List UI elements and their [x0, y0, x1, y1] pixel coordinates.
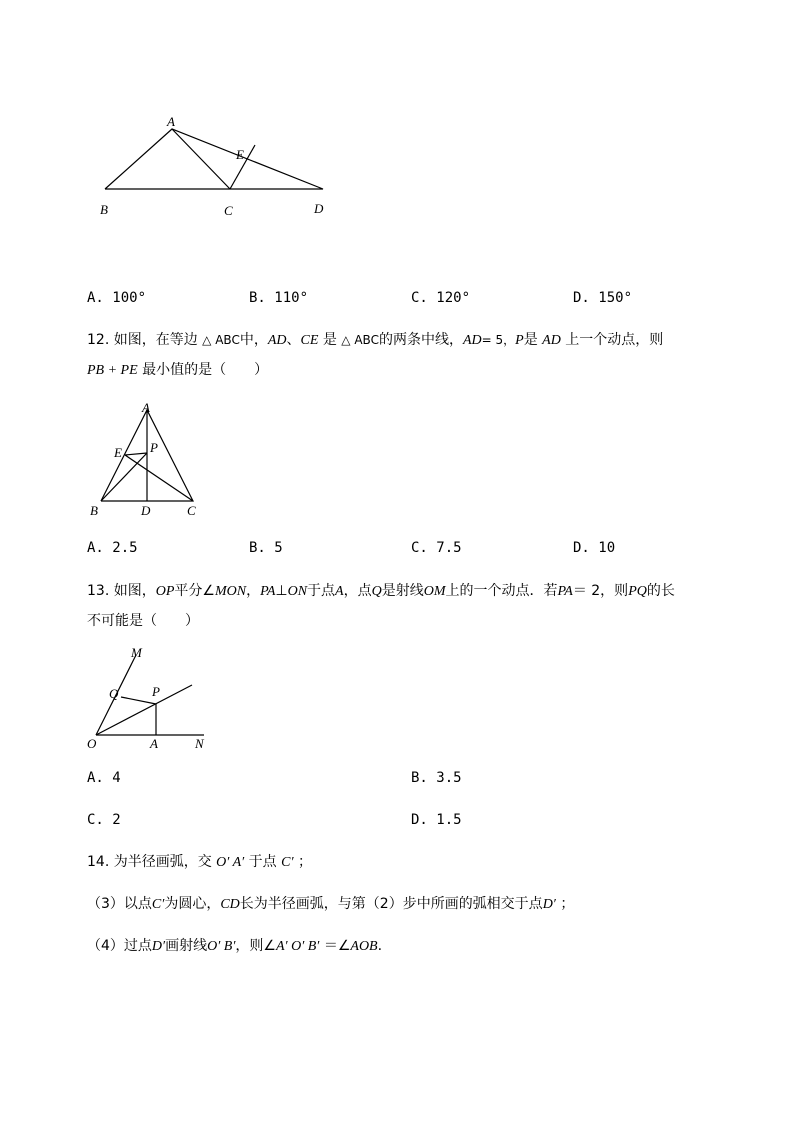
q12-option-a: A. 2.5: [87, 540, 138, 556]
q12-segment-pe: [125, 453, 147, 455]
q13-var-pa: PA: [557, 584, 573, 599]
q12-stem-line2: [87, 361, 268, 380]
q12-text: 的两条中线，: [378, 332, 463, 348]
q12-label-c: C: [187, 503, 196, 518]
q11-option-d: D. 150°: [573, 290, 633, 306]
q12-expression-pb-pe: PB + PE: [87, 363, 138, 378]
q12-stem-line1: [87, 331, 663, 350]
q13-text: 不可能是（ ）: [87, 613, 199, 629]
q12-segment-pb: [101, 453, 147, 501]
q14-text: ＝∠: [319, 938, 351, 954]
q12-number: 12.: [87, 332, 110, 348]
q11-label-e: E: [236, 147, 244, 162]
q11-option-b: B. 110°: [249, 290, 309, 306]
q14-line1: [87, 853, 312, 872]
q13-label-p: P: [152, 684, 160, 699]
q12-median-ce: [125, 455, 193, 501]
q13-option-a: A. 4: [87, 770, 121, 786]
q12-label-p: P: [150, 440, 158, 455]
q12-var-ad: AD: [267, 333, 287, 348]
q14-text: ，则∠: [235, 938, 276, 954]
q12-text: 是: [322, 332, 337, 348]
q14-var-c: C′: [281, 855, 294, 870]
q13-label-o: O: [87, 736, 97, 751]
q14-line3: [87, 937, 382, 956]
q14-var-c: C′: [151, 897, 165, 912]
q14-text: ；: [293, 854, 312, 870]
q14-line2: [87, 895, 574, 914]
q13-text: ，点: [343, 583, 372, 599]
q13-figure: [82, 645, 222, 755]
q14-var-oa: O′ A′: [216, 855, 245, 870]
q14-text: 为圆心，: [164, 896, 221, 912]
q13-text: 平分∠: [174, 583, 215, 599]
q12-var-ce: CE: [300, 333, 319, 348]
q13-option-b: B. 3.5: [411, 770, 462, 786]
q14-text: .: [377, 938, 383, 954]
q14-var-cd: CD: [220, 897, 240, 912]
q12-label-d: D: [141, 503, 151, 518]
q14-text: 画射线: [165, 938, 208, 954]
q13-var-mon: MON: [214, 584, 247, 599]
q14-text: 于点: [244, 854, 277, 870]
q12-label-b: B: [90, 503, 98, 518]
q12-var-ad: AD: [462, 333, 482, 348]
q12-text: 是: [523, 332, 538, 348]
q13-text: 的长: [646, 583, 675, 599]
q13-text: 是射线: [381, 583, 424, 599]
q14-text: （4）过点: [87, 938, 152, 954]
q12-option-c: C. 7.5: [411, 540, 462, 556]
q13-segment-pq: [121, 697, 156, 704]
q13-text: ＝ 2，则: [572, 583, 629, 599]
q13-label-n: N: [195, 736, 204, 751]
q13-var-q: Q: [371, 584, 382, 599]
q14-text: ；: [555, 896, 575, 912]
q13-label-a: A: [150, 736, 158, 751]
q14-text: 长为半径画弧，与第（2）步中所画的弧相交于点: [239, 896, 543, 912]
q13-option-c: C. 2: [87, 812, 121, 828]
q12-text: 如图，在等边: [113, 332, 198, 348]
q13-option-d: D. 1.5: [411, 812, 462, 828]
q14-var-d: D′: [542, 897, 556, 912]
q11-label-c: C: [224, 203, 233, 218]
q11-label-a: A: [167, 114, 175, 129]
q11-label-d: D: [314, 201, 324, 216]
q11-figure: [80, 110, 350, 230]
q13-text: ⊥: [275, 583, 288, 599]
q13-label-m: M: [131, 645, 142, 660]
q14-var-ob: O′ B′: [207, 939, 236, 954]
q12-text: 、: [286, 332, 301, 348]
q13-var-op: OP: [155, 584, 175, 599]
q13-text: ，: [246, 583, 261, 599]
q12-label-a: A: [142, 400, 150, 415]
q11-segment-ac: [172, 129, 230, 189]
q12-label-e: E: [114, 445, 122, 460]
q12-triangle-abc: △ ABC: [202, 333, 240, 347]
q12-text: 上一个动点，则: [565, 332, 664, 348]
q12-var-ad: AD: [542, 333, 561, 348]
q13-var-a: A: [335, 584, 344, 599]
q14-text: 14. 为半径画弧，交: [87, 854, 212, 870]
q13-text: 上的一个动点．若: [445, 583, 558, 599]
q13-stem-line2: [87, 612, 199, 630]
q13-text: 如图，: [113, 583, 156, 599]
q11-label-b: B: [100, 202, 108, 217]
q12-var-p: P: [515, 333, 524, 348]
q11-option-a: A. 100°: [87, 290, 147, 306]
q14-var-d: D′: [151, 939, 166, 954]
q12-option-d: D. 10: [573, 540, 616, 556]
q12-triangle-abc: △ ABC: [341, 333, 379, 347]
q13-stem-line1: [87, 582, 675, 601]
q14-var-angle-aob: AOB: [350, 939, 378, 954]
q12-text: = 5，: [481, 333, 516, 347]
q13-label-q: Q: [109, 686, 119, 701]
q13-var-pa: PA: [260, 584, 276, 599]
q13-var-om: OM: [423, 584, 446, 599]
q13-var-on: ON: [287, 584, 308, 599]
q14-text: （3）以点: [87, 896, 152, 912]
q12-text: 中，: [239, 332, 268, 348]
q13-var-pq: PQ: [628, 584, 647, 599]
q11-triangle-abd: [105, 129, 323, 189]
q13-number: 13.: [87, 583, 110, 599]
q12-option-b: B. 5: [249, 540, 283, 556]
q12-figure: [82, 395, 212, 525]
q14-var-angle-a-o-b-prime: A′ O′ B′: [275, 939, 320, 954]
q12-text: 最小值的是（ ）: [142, 362, 269, 378]
q13-text: 于点: [307, 583, 336, 599]
q11-option-c: C. 120°: [411, 290, 471, 306]
